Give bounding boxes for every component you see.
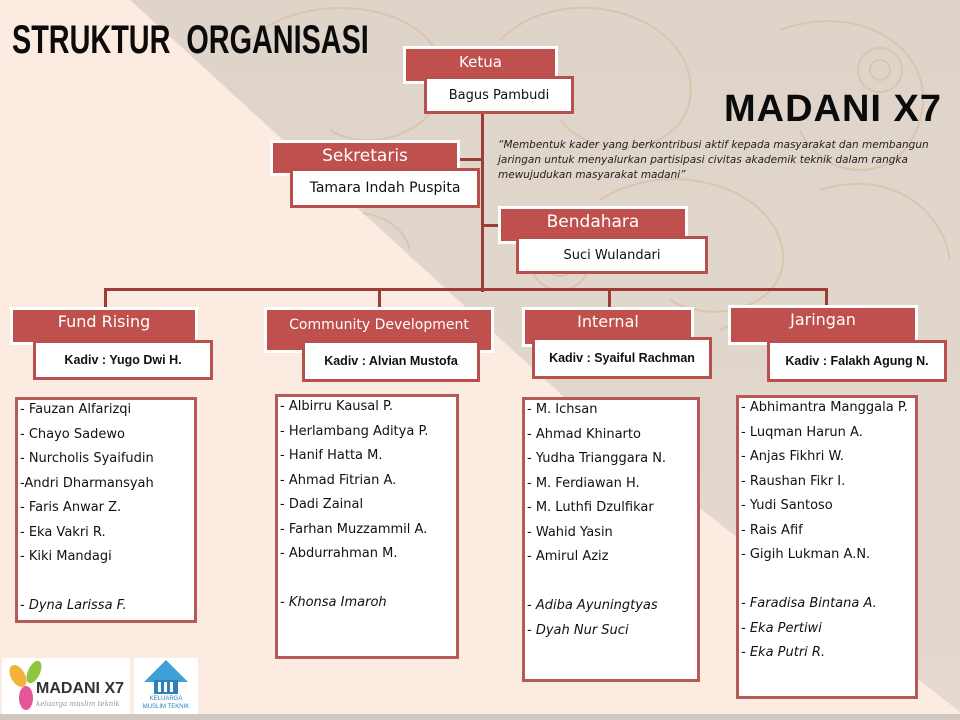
division-fund-rising: Fund Rising bbox=[10, 307, 198, 345]
mosque-icon bbox=[134, 658, 198, 698]
brand-title: MADANI X7 bbox=[724, 88, 943, 130]
member: - Chayo Sadewo bbox=[20, 426, 125, 442]
member-female: - Faradisa Bintana A. bbox=[741, 596, 877, 611]
sekretaris-role: Sekretaris bbox=[270, 140, 460, 176]
member-female: - Adiba Ayuningtyas bbox=[527, 598, 658, 613]
member: - Yudha Trianggara N. bbox=[527, 451, 667, 466]
sekretaris-name: Tamara Indah Puspita bbox=[290, 168, 480, 208]
madani-logo bbox=[2, 658, 130, 714]
member: - Abhimantra Manggala P. bbox=[741, 400, 908, 415]
member-female: - Eka Putri R. bbox=[741, 645, 826, 660]
kadiv-jaringan: Kadiv : Falakh Agung N. bbox=[767, 340, 947, 382]
division-community-development: Community Development bbox=[264, 307, 494, 353]
member: - Dadi Zainal bbox=[280, 497, 364, 512]
madani-logo-tagline: keluarga muslim teknik bbox=[36, 700, 120, 708]
members-community-development bbox=[275, 394, 459, 659]
member: - Yudi Santoso bbox=[741, 498, 833, 513]
member-female: - Eka Pertiwi bbox=[741, 620, 822, 636]
member: - Faris Anwar Z. bbox=[20, 500, 122, 515]
member: - Rais Afif bbox=[741, 522, 803, 538]
member: - M. Luthfi Dzulfikar bbox=[527, 500, 654, 515]
member: - Gigih Lukman A.N. bbox=[741, 547, 871, 562]
member: - Farhan Muzzammil A. bbox=[280, 521, 428, 537]
member: - Ahmad Khinarto bbox=[527, 426, 641, 442]
member: - Nurcholis Syaifudin bbox=[20, 451, 154, 466]
member: - Abdurrahman M. bbox=[280, 546, 398, 561]
member: - M. Ferdiawan H. bbox=[527, 475, 640, 491]
kadiv-community-development: Kadiv : Alvian Mustofa bbox=[302, 340, 480, 382]
member: - Amirul Aziz bbox=[527, 549, 609, 564]
madani-logo-name: MADANI X7 bbox=[36, 680, 125, 697]
member: - M. Ichsan bbox=[527, 402, 598, 417]
member: - Kiki Mandagi bbox=[20, 549, 112, 564]
member: - Raushan Fikr I. bbox=[741, 473, 846, 489]
member: - Hanif Hatta M. bbox=[280, 448, 383, 463]
bendahara-role: Bendahara bbox=[498, 206, 688, 244]
member-female: - Dyna Larissa F. bbox=[20, 598, 127, 613]
member-female: - Dyah Nur Suci bbox=[527, 622, 629, 638]
vision-quote: “Membentuk kader yang berkontribusi aktif kepada masyarakat dan membangun jaringan untuk menyalurkan partisipasi civitas akademik teknik dalam rangka mewujudukan masyarakat madani” bbox=[498, 139, 929, 181]
member: - Eka Vakri R. bbox=[20, 524, 106, 540]
member: - Albirru Kausal P. bbox=[280, 399, 393, 414]
kadiv-internal: Kadiv : Syaiful Rachman bbox=[532, 337, 712, 379]
member: - Anjas Fikhri W. bbox=[741, 449, 844, 464]
members-fund-rising bbox=[15, 397, 197, 623]
kadiv-fund-rising: Kadiv : Yugo Dwi H. bbox=[33, 340, 213, 380]
kmt-logo-line1: KELUARGA bbox=[149, 696, 183, 702]
division-jaringan: Jaringan bbox=[728, 305, 918, 345]
division-internal: Internal bbox=[522, 307, 694, 347]
member: -Andri Dharmansyah bbox=[20, 475, 154, 491]
connector-sekretaris bbox=[458, 158, 483, 161]
member: - Wahid Yasin bbox=[527, 524, 613, 540]
member: - Fauzan Alfarizqi bbox=[20, 402, 132, 417]
members-internal bbox=[522, 397, 700, 682]
member: - Ahmad Fitrian A. bbox=[280, 472, 397, 488]
member-female: - Khonsa Imaroh bbox=[280, 595, 387, 610]
member: - Herlambang Aditya P. bbox=[280, 423, 429, 439]
slide-bottom-bar bbox=[0, 714, 960, 720]
ketua-name: Bagus Pambudi bbox=[424, 76, 574, 114]
slide-title: STRUKTUR ORGANISASI bbox=[12, 18, 369, 62]
member: - Luqman Harun A. bbox=[741, 424, 863, 440]
connector-divisions bbox=[104, 288, 828, 291]
kmt-logo-line2: MUSLIM TEKNIK bbox=[142, 704, 190, 710]
kmt-logo bbox=[134, 658, 198, 714]
ketua-role: Ketua bbox=[403, 46, 558, 84]
connector-trunk bbox=[481, 112, 484, 292]
members-jaringan bbox=[736, 395, 918, 699]
bendahara-name: Suci Wulandari bbox=[516, 236, 708, 274]
